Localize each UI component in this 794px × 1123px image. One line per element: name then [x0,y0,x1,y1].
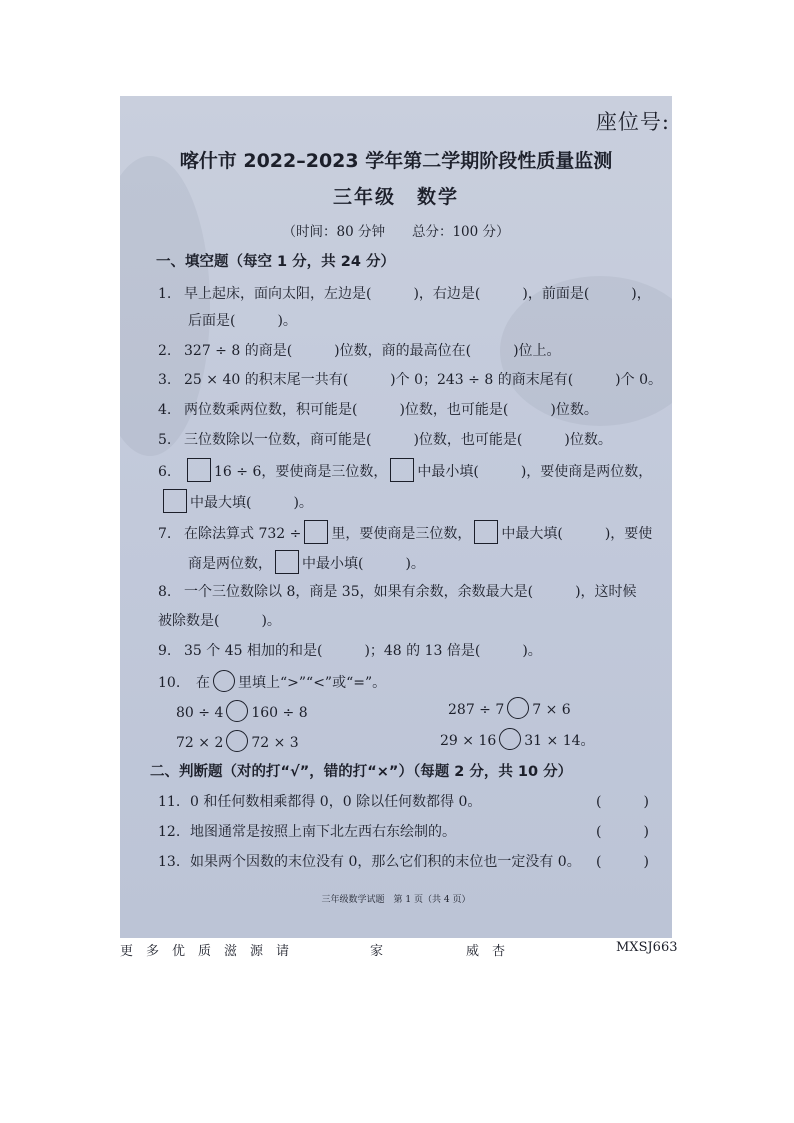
question-number: 3. [158,372,172,388]
answer-box [163,489,187,513]
bottom-code: MXSJ663 [616,940,678,955]
question-2 [158,340,561,360]
question-number: 9. [158,643,172,659]
exam-paper-photo [120,96,672,938]
question-number: 1. [158,286,172,302]
compare-left: 72 × 2 [176,735,224,751]
question-1 [158,283,651,303]
compare-right: 72 × 3 [251,735,299,751]
section-true-false: 二、判断题（对的打“√”，错的打“×”）（每题 2 分，共 10 分） [150,764,573,780]
compare-left: 80 ÷ 4 [176,705,224,721]
question-number: 13. [158,854,181,870]
seat-number-label: 座位号: [595,110,670,134]
question-text: 中最小填( )，要使商是两位数， [417,464,653,480]
question-number: 8. [158,584,172,600]
compare-circle [213,670,235,692]
question-3 [158,369,662,389]
section-fill-blank: 一、填空题（每空 1 分，共 24 分） [156,254,395,270]
question-1-continued: 后面是( )。 [188,313,297,329]
question-number: 5. [158,432,172,448]
question-7-continued [188,550,425,574]
bottom-watermark-left: 更 多 优 质 滋 源 请 [120,944,290,959]
question-text: 中最小填( )。 [302,556,425,572]
question-text: 早上起床，面向太阳，左边是( )，右边是( )，前面是( )， [184,286,651,302]
question-number: 10. [158,675,181,691]
question-text: 中最大填( )，要使 [501,526,653,542]
question-text: 如果两个因数的末位没有 0，那么它们积的末位也一定没有 0。 [190,854,581,870]
compare-right: 7 × 6 [532,702,571,718]
answer-box [474,520,498,544]
compare-circle [499,728,521,750]
question-text: 一个三位数除以 8，商是 35，如果有余数，余数最大是( )，这时候 [184,584,637,600]
exam-subtitle: 三年级 数学 [332,186,459,208]
question-text: 两位数乘两位数，积可能是( )位数，也可能是( )位数。 [184,402,598,418]
question-number: 2. [158,343,172,359]
answer-box [275,550,299,574]
question-text: 地图通常是按照上南下北左西右东绘制的。 [190,824,456,840]
question-text: 中最大填( )。 [190,495,313,511]
question-number: 7. [158,526,172,542]
question-text: 商是两位数， [188,556,272,572]
question-11 [158,791,481,811]
question-text: 0 和任何数相乘都得 0，0 除以任何数都得 0。 [190,794,482,810]
question-number: 11. [158,794,181,810]
page-footer: 三年级数学试题 第 1 页（共 4 页） [321,895,471,905]
question-text: 里，要使商是三位数， [331,526,472,542]
question-13 [158,851,581,871]
question-text: 在除法算式 732 ÷ [184,526,302,542]
exam-time-score: （时间：80 分钟 总分：100 分） [282,224,510,240]
bottom-watermark-mid: 家 [370,944,384,959]
compare-right: 160 ÷ 8 [251,705,308,721]
compare-item [176,730,299,752]
question-text: 在 [196,675,210,691]
question-number: 12. [158,824,181,840]
question-7 [158,520,652,544]
compare-circle [507,697,529,719]
answer-box [187,458,211,482]
question-8-continued: 被除数是( )。 [158,613,281,629]
answer-parentheses: ( ) [596,794,649,810]
question-5 [158,429,612,449]
compare-item [176,700,308,722]
compare-circle [226,730,248,752]
answer-parentheses: ( ) [596,824,649,840]
compare-circle [226,700,248,722]
question-6 [158,458,652,482]
compare-item [448,697,571,719]
compare-right: 31 × 14。 [524,733,595,749]
question-text: 25 × 40 的积末尾一共有( )个 0；243 ÷ 8 的商末尾有( )个 0。 [184,372,662,388]
question-9 [158,640,542,660]
answer-parentheses: ( ) [596,854,649,870]
question-10 [158,670,386,692]
answer-box [304,520,328,544]
compare-left: 29 × 16 [440,733,497,749]
question-text: 三位数除以一位数，商可能是( )位数，也可能是( )位数。 [184,432,612,448]
exam-title: 喀什市 2022–2023 学年第二学期阶段性质量监测 [179,150,613,172]
compare-left: 287 ÷ 7 [448,702,505,718]
question-number: 4. [158,402,172,418]
answer-box [390,458,414,482]
question-6-continued [160,489,313,513]
question-8 [158,581,637,601]
question-number: 6. [158,464,172,480]
question-text: 327 ÷ 8 的商是( )位数，商的最高位在( )位上。 [184,343,561,359]
bottom-watermark-mid2: 威 杏 [466,944,506,959]
question-text: 16 ÷ 6，要使商是三位数， [214,464,388,480]
question-4 [158,399,598,419]
question-12 [158,821,456,841]
question-text: 35 个 45 相加的和是( )；48 的 13 倍是( )。 [184,643,542,659]
question-text: 里填上“>”“<”或“=”。 [238,675,387,691]
compare-item [440,728,595,750]
